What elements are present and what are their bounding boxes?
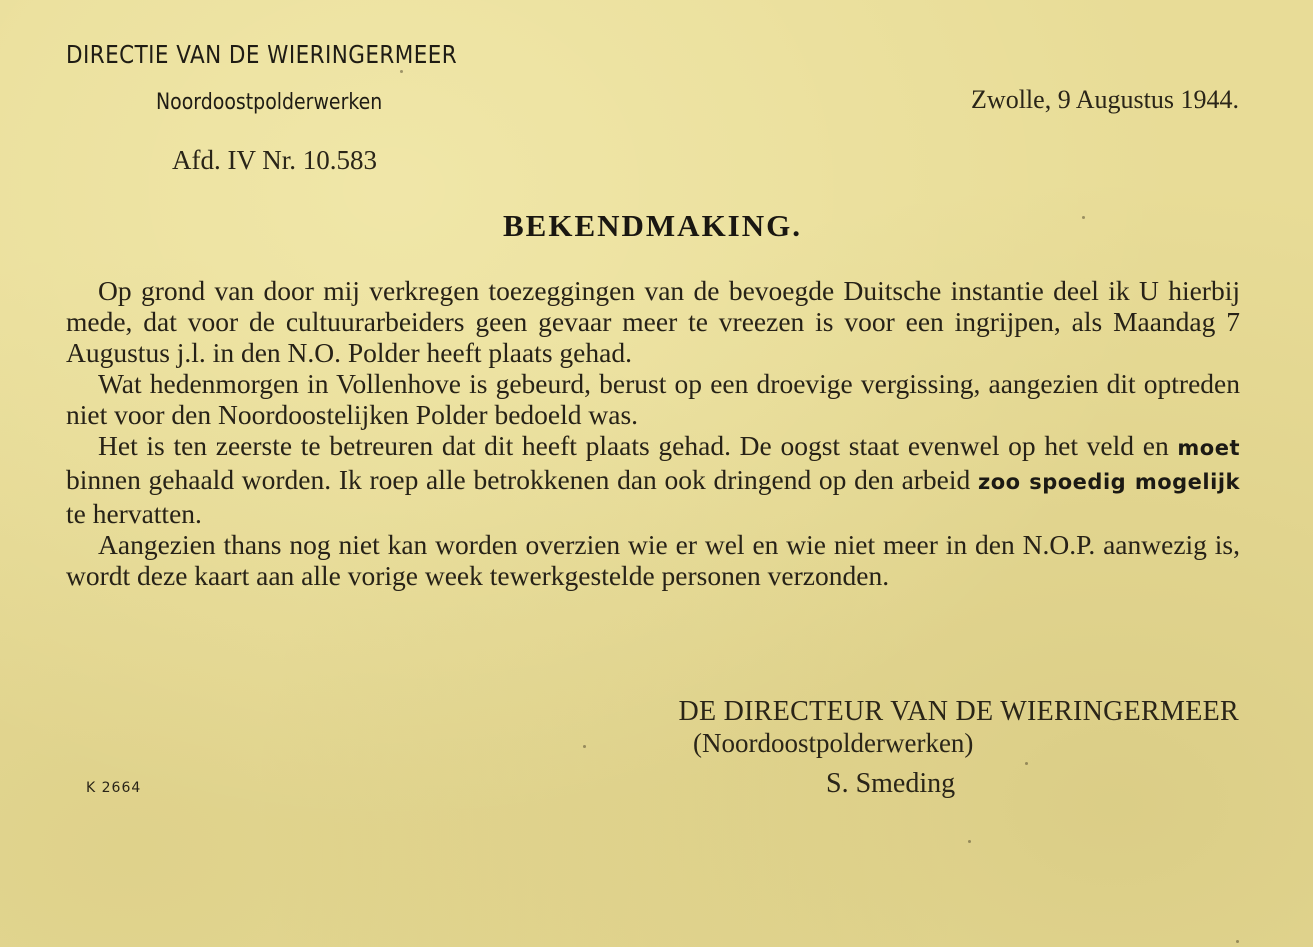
paper-speck — [968, 840, 971, 843]
paper-speck — [400, 70, 403, 73]
reference-number: Afd. IV Nr. 10.583 — [172, 145, 377, 175]
stamped-phrase: zoo spoedig mogelijk — [978, 470, 1240, 494]
paper-speck — [1025, 762, 1028, 765]
paragraph-4: Aangezien thans nog niet kan worden overzien wie er wel en wie niet meer in den N.O.P. aanwezig is, wordt deze kaart aan alle vorige week tewerkgestelde personen verzonden. — [66, 529, 1240, 591]
paper-speck — [583, 745, 586, 748]
announcement-title: BEKENDMAKING. — [503, 208, 802, 243]
paragraph-3-text-b: binnen gehaald worden. Ik roep alle betrokkenen dan ook dringend op den arbeid — [66, 464, 978, 495]
print-code: K 2664 — [86, 780, 142, 796]
paragraph-1: Op grond van door mij verkregen toezeggingen van de bevoegde Duitsche instantie deel ik U hierbij mede, dat voor de cultuurarbeiders geen gevaar meer te vreezen is voor een ingrijpen, als Maandag 7 Augustus j.l. in den N.O. Polder heeft plaats gehad. — [66, 275, 1240, 368]
signatory-name: S. Smeding — [826, 768, 956, 799]
paragraph-3-text-c: te hervatten. — [66, 498, 202, 529]
department-name: Noordoostpolderwerken — [156, 90, 383, 115]
paragraph-3-text-a: Het is ten zeerste te betreuren dat dit heeft plaats gehad. De oogst staat evenwel op het veld en — [98, 430, 1178, 461]
paper-speck — [1236, 940, 1239, 943]
paragraph-3 — [66, 430, 1240, 529]
paper-speck — [1082, 216, 1085, 219]
signatory-title: DE DIRECTEUR VAN DE WIERINGERMEER — [678, 696, 1239, 727]
paragraph-2: Wat hedenmorgen in Vollenhove is gebeurd, berust op een droevige vergissing, aangezien dit optreden niet voor den Noordoostelijken Polder bedoeld was. — [66, 368, 1240, 430]
place-date: Zwolle, 9 Augustus 1944. — [971, 85, 1239, 114]
stamped-word-moet: moet — [1177, 436, 1240, 460]
signatory-department: (Noordoostpolderwerken) — [693, 728, 974, 758]
organization-name: DIRECTIE VAN DE WIERINGERMEER — [66, 40, 458, 69]
announcement-body — [66, 275, 1240, 591]
